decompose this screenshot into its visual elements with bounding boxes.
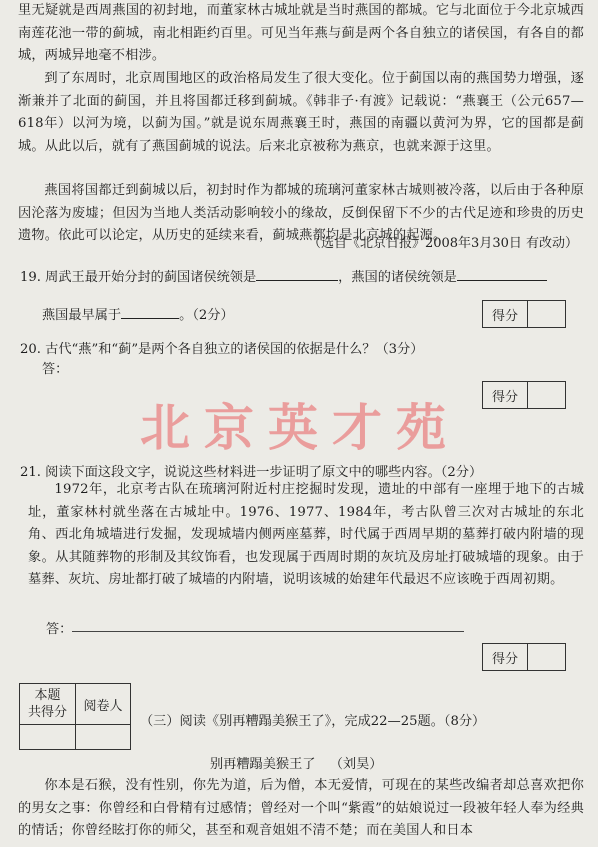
section-3-heading: （三）阅读《别再糟蹋美猴王了》，完成22—25题。（8分） bbox=[140, 714, 486, 729]
q19-blank-2[interactable] bbox=[457, 280, 547, 281]
article-author: （刘昊） bbox=[329, 757, 383, 772]
question-19-text-c: 燕国最早属于 bbox=[42, 308, 122, 323]
score-label: 得分 bbox=[483, 644, 528, 670]
question-21-answer-label: 答： bbox=[46, 622, 73, 637]
grader-header: 阅卷人 bbox=[76, 684, 131, 725]
score-label: 得分 bbox=[483, 301, 528, 327]
score-cell[interactable] bbox=[528, 301, 565, 327]
score-cell[interactable] bbox=[528, 644, 565, 670]
score-cell[interactable] bbox=[528, 382, 565, 408]
article-text: 你本是石猴，没有性别，你先为道，后为僧，本无爱情，可现在的某些改编者却总喜欢把你的男女之事：你曾经和白骨精有过感情；曾经对一个叫“紫霞”的姑娘说过一段被年轻人奉为经典的情话；你曾经眩打你的师父，甚至和观音姐姐不清不楚；而在美国人和日本 bbox=[18, 778, 584, 839]
question-19-text-b: ，燕国的诸侯统领是 bbox=[338, 270, 457, 285]
section-score-label-1: 本题 bbox=[34, 688, 61, 703]
score-label: 得分 bbox=[483, 382, 528, 408]
question-21-answer-line[interactable] bbox=[72, 631, 464, 632]
q19-blank-1[interactable] bbox=[256, 280, 338, 281]
section-score-label-2: 共得分 bbox=[27, 705, 67, 720]
q19-blank-3[interactable] bbox=[121, 318, 179, 319]
section-score-header bbox=[20, 684, 76, 725]
passage-source: （选自《北京日报》2008年3月30日 有改动） bbox=[307, 236, 578, 251]
watermark: 北京英才苑 bbox=[140, 398, 460, 457]
section-score-cell[interactable] bbox=[20, 725, 76, 750]
passage-paragraph-3: 燕国将国都迁到蓟城以后，初封时作为都城的琉璃河董家林古城则被冷落，以后由于各种原因沦落为废墟；但因为当地人类活动影响较小的缘故，反倒保留下不少的古代足迹和珍贵的历史遗物。依此可以论定，从历史的延续来看，蓟城燕都均是北京城的起源。 bbox=[18, 183, 584, 244]
question-20: 20. 古代“燕”和“蓟”是两个各自独立的诸侯国的依据是什么？（3分） bbox=[20, 342, 424, 357]
passage-paragraph-2: 到了东周时，北京周围地区的政治格局发生了很大变化。位于蓟国以南的燕国势力增强，逐渐兼并了北面的蓟国，并且将国都迁移到蓟城。《韩非子·有渡》记载说：“燕襄王（公元657—618年）以河为境，以蓟为国。”就是说东周燕襄王时，燕国的南疆以黄河为界，它的国都是蓟城。从此以后，就有了燕国蓟城的说法。后来北京被称为燕京，也就来源于这里。 bbox=[18, 71, 584, 154]
question-19-line-2 bbox=[42, 304, 234, 323]
question-19 bbox=[20, 266, 547, 285]
question-19-text-a: 19. 周武王最开始分封的蓟国诸侯统领是 bbox=[20, 270, 257, 285]
score-box-21 bbox=[482, 643, 566, 671]
question-21: 21. 阅读下面这段文字，说说这些材料进一步证明了原文中的哪些内容。（2分） bbox=[20, 465, 483, 480]
question-19-text-d: 。（2分） bbox=[179, 308, 234, 323]
score-box-19 bbox=[482, 300, 566, 328]
question-21-material: 1972年，北京考古队在琉璃河附近村庄挖掘时发现，遗址的中部有一座埋于地下的古城址，董家林村就坐落在古城址中。1976、1977、1984年，考古队曾三次对古城址的东北角、西北角城墙进行发掘，发现城墙内侧两座墓葬，时代属于西周早期的墓葬打破内附墙的现象。从其随葬物的形制及其纹饰看，也发现属于西周时期的灰坑及房址打破城墙的现象。由于墓葬、灰坑、房址都打破了城墙的内附墙，说明该城的始建年代最迟不应该晚于西周初期。 bbox=[28, 482, 584, 588]
grader-table bbox=[19, 683, 131, 750]
article-title: 别再糟蹋美猴王了 bbox=[210, 757, 316, 772]
passage-paragraph-1: 里无疑就是西周燕国的初封地，而董家林古城址就是当时燕国的都城。它与北面位于今北京城西南莲花池一带的蓟城，南北相距约百里。可见当年燕与蓟是两个各自独立的诸侯国，有各自的都城，两城异地毫不相涉。 bbox=[18, 3, 584, 64]
grader-cell[interactable] bbox=[76, 725, 131, 750]
article-title-line bbox=[210, 753, 382, 772]
question-20-answer-label: 答： bbox=[42, 362, 69, 377]
